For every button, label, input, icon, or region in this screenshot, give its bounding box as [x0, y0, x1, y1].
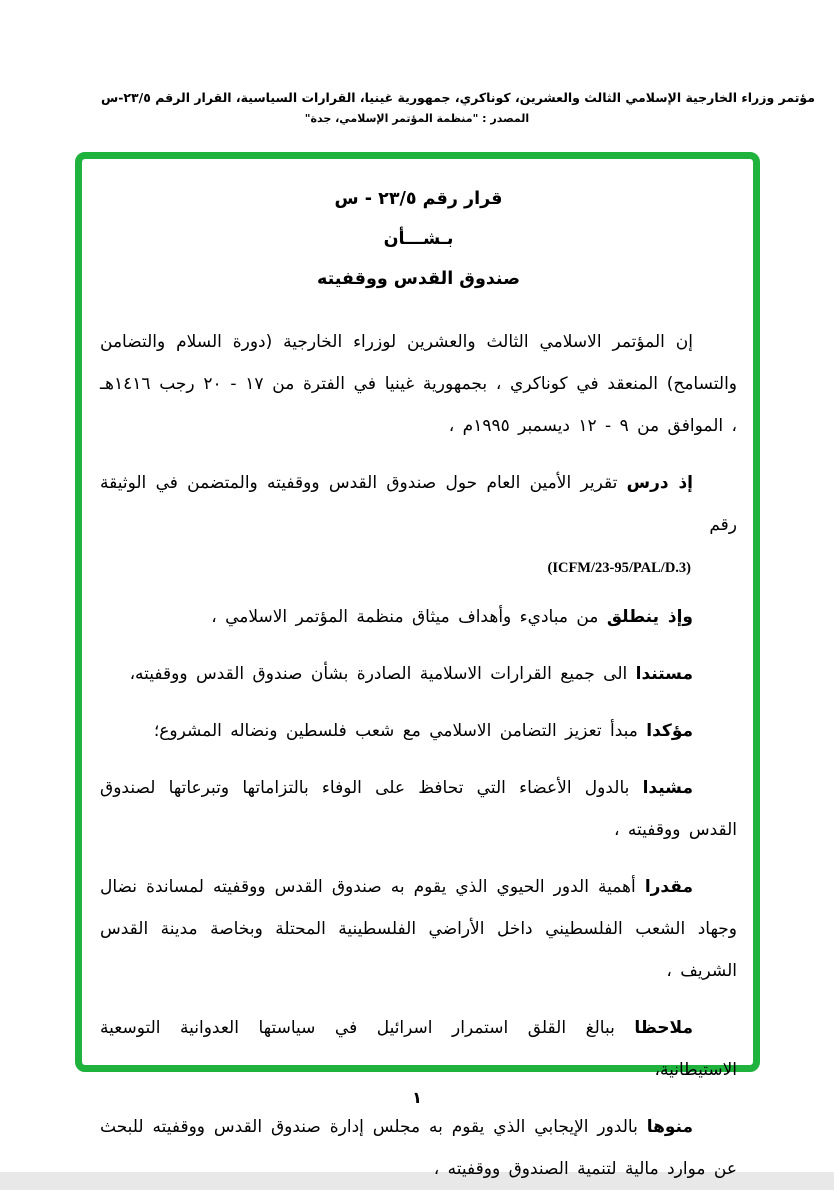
- paragraph-text: مبدأ تعزيز التضامن الاسلامي مع شعب فلسطين ونضاله المشروع؛: [153, 721, 638, 741]
- resolution-concerning-label: بـشـــأن: [383, 229, 454, 249]
- resolution-title-block: [100, 179, 737, 299]
- page-number: ١: [412, 1088, 422, 1107]
- header-citation-line: مؤتمر وزراء الخارجية الإسلامي الثالث والعشرين، كوناكري، جمهورية غينيا، القرارات السياسية، القرار الرقم ٢٣/٥-س: [100, 90, 815, 105]
- paragraph-text: أهمية الدور الحيوي الذي يقوم به صندوق القدس ووقفيته لمساندة نضال وجهاد الشعب الفلسطيني داخل الأراضي الفلسطينية المحتلة وبخاصة مدينة القدس الشريف ،: [100, 877, 737, 981]
- paragraph-lead-word: مقدرا: [644, 877, 694, 897]
- paragraph-text: بالدور الإيجابي الذي يقوم به مجلس إدارة صندوق القدس ووقفيته للبحث عن موارد مالية لتنمية الصندوق ووقفيته ،: [100, 1117, 737, 1179]
- paragraph-text: تقرير الأمين العام حول صندوق القدس ووقفيته والمتضمن في الوثيقة رقم: [100, 473, 737, 535]
- preamble-paragraph-noting-role: [100, 1106, 737, 1190]
- resolution-subject-title: صندوق القدس ووقفيته: [316, 269, 520, 289]
- paragraph-lead-word: ملاحظا: [634, 1018, 693, 1038]
- preamble-paragraph-appreciating: [100, 866, 737, 992]
- preamble-opening-paragraph: [100, 321, 737, 447]
- paragraph-text: إن المؤتمر الاسلامي الثالث والعشرين لوزراء الخارجية (دورة السلام والتضامن والتسامح) المنعقد في كوناكري ، بجمهورية غينيا في الفترة من ١٧ - ٢٠ رجب ١٤١٦هـ ، الموافق من ٩ - ١٢ ديسمبر ١٩٩٥م ،: [100, 332, 738, 436]
- preamble-paragraph-affirming: [100, 710, 737, 752]
- paragraph-lead-word: إذ درس: [626, 473, 693, 493]
- paragraph-text: ببالغ القلق استمرار اسرائيل في سياستها العدوانية التوسعية الاستيطانية،: [100, 1018, 737, 1080]
- document-header: [0, 90, 834, 125]
- paragraph-lead-word: مؤكدا: [646, 721, 693, 741]
- paragraph-lead-word: منوها: [646, 1117, 693, 1137]
- preamble-paragraph-having-studied: [100, 462, 737, 546]
- paragraph-lead-word: وإذ ينطلق: [606, 607, 693, 627]
- document-reference-code: (ICFM/23-95/PAL/D.3): [547, 560, 691, 576]
- paragraph-text: الى جميع القرارات الاسلامية الصادرة بشأن صندوق القدس ووقفيته،: [129, 664, 628, 684]
- preamble-paragraph-proceeding-from: [100, 596, 737, 638]
- paragraph-text: من مباديء وأهداف ميثاق منظمة المؤتمر الاسلامي ،: [211, 607, 599, 627]
- paragraph-lead-word: مستندا: [635, 664, 693, 684]
- resolution-number-title: قرار رقم ٢٣/٥ - س: [334, 189, 503, 209]
- highlight-annotation-box: [75, 152, 760, 1179]
- preamble-paragraph-commending: [100, 767, 737, 851]
- preamble-paragraph-based-on: [100, 653, 737, 695]
- paragraph-lead-word: مشيدا: [642, 778, 694, 798]
- header-source-line: المصدر : "منظمة المؤتمر الإسلامي، جدة": [304, 112, 530, 125]
- preamble-paragraph-noting-concern: [100, 1007, 737, 1091]
- paragraph-text: بالدول الأعضاء التي تحافظ على الوفاء بالتزاماتها وتبرعاتها لصندوق القدس ووقفيته ،: [100, 778, 737, 840]
